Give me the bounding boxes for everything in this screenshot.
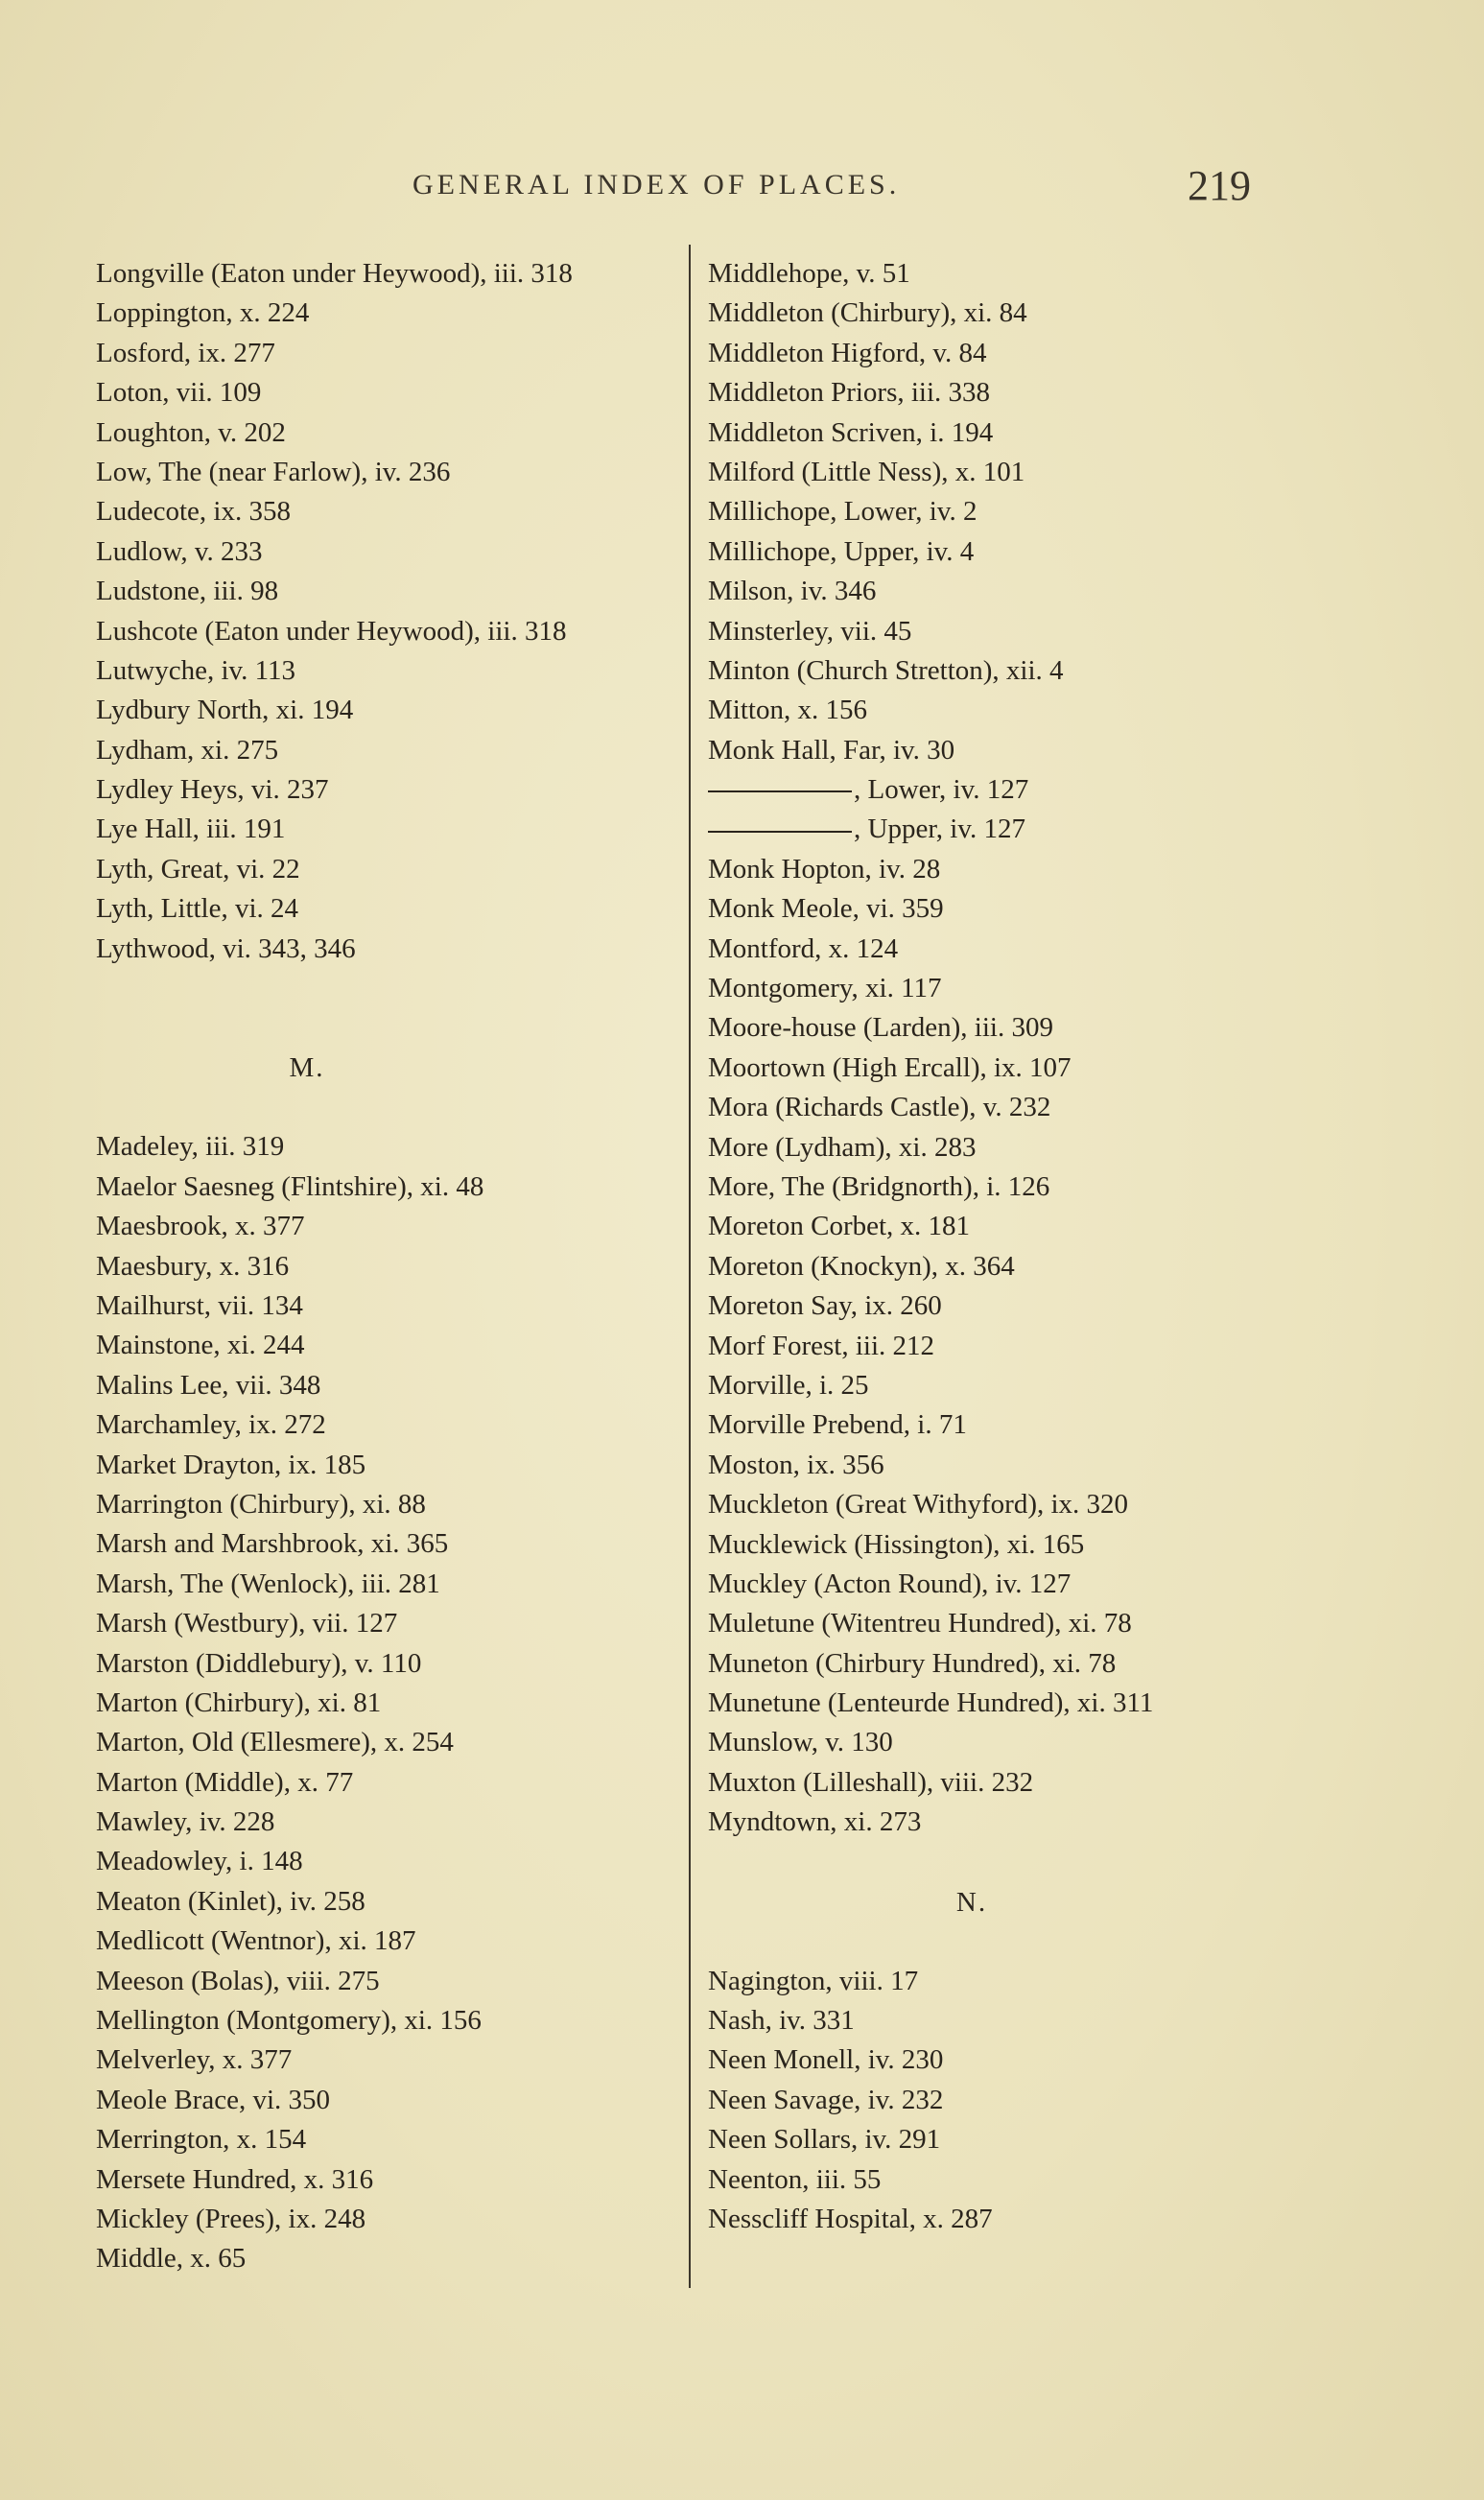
index-entry: Mawley, iv. 228 [96,1806,275,1838]
ditto-dash [708,831,852,833]
index-entry: Mellington (Montgomery), xi. 156 [96,2005,482,2037]
index-entry: Lydham, xi. 275 [96,734,279,766]
entries-l-list [96,254,681,969]
page-number: 219 [1188,162,1251,209]
index-entry: Moreton Say, ix. 260 [708,1290,942,1322]
index-entry: Lushcote (Eaton under Heywood), iii. 318 [96,615,567,647]
index-entry: Marston (Diddlebury), v. 110 [96,1647,422,1679]
index-entry: Marsh, The (Wenlock), iii. 281 [96,1568,440,1599]
index-entry: Muneton (Chirbury Hundred), xi. 78 [708,1647,1117,1679]
index-entry: Moston, ix. 356 [708,1449,884,1480]
entries-m-list-right [708,254,1303,770]
left-column [96,254,681,2279]
index-entry: Milford (Little Ness), x. 101 [708,456,1025,487]
index-entry: Montford, x. 124 [708,932,899,964]
ditto-text: , Lower, iv. 127 [854,774,1029,806]
ditto-entry [708,770,1303,810]
index-entry: Morville, i. 25 [708,1369,869,1401]
index-entry: Marchamley, ix. 272 [96,1409,326,1441]
index-entry: Nesscliff Hospital, x. 287 [708,2203,993,2234]
index-entry: Mailhurst, vii. 134 [96,1289,303,1321]
index-entry: Marrington (Chirbury), xi. 88 [96,1488,426,1520]
index-entry: Monk Meole, vi. 359 [708,893,944,925]
index-entry: Minton (Church Stretton), xii. 4 [708,654,1064,686]
index-entry: Madeley, iii. 319 [96,1131,285,1163]
index-entry: Lye Hall, iii. 191 [96,814,286,845]
index-entry: Maelor Saesneg (Flintshire), xi. 48 [96,1170,484,1202]
index-entry: More, The (Bridgnorth), i. 126 [708,1170,1050,1202]
index-entry: Millichope, Lower, iv. 2 [708,496,978,528]
index-entry: Monk Hopton, iv. 28 [708,853,941,884]
index-entry: Mucklewick (Hissington), xi. 165 [708,1528,1085,1560]
index-entry: Loppington, x. 224 [96,297,310,329]
running-title: GENERAL INDEX OF PLACES. [412,169,901,200]
entries-m-list [96,1127,681,2278]
index-entry: Morville Prebend, i. 71 [708,1409,967,1441]
index-entry: Ludstone, iii. 98 [96,576,279,607]
index-entry: Middleton Priors, iii. 338 [708,377,991,409]
index-entry: Mersete Hundred, x. 316 [96,2163,374,2195]
index-entry: Ludecote, ix. 358 [96,496,291,528]
index-entry: Meeson (Bolas), viii. 275 [96,1965,380,1996]
column-divider [689,245,691,2288]
ditto-dash [708,790,852,792]
index-entry: Nash, iv. 331 [708,2005,855,2037]
index-entry: Middlehope, v. 51 [708,258,910,289]
index-entry: Marton (Chirbury), xi. 81 [96,1686,382,1718]
ditto-entry [708,810,1303,849]
index-entry: Neen Savage, iv. 232 [708,2084,944,2115]
index-entry: Milson, iv. 346 [708,576,877,607]
index-entry: Middleton Scriven, i. 194 [708,416,994,448]
index-entry: Meole Brace, vi. 350 [96,2084,331,2115]
index-entry: Marton, Old (Ellesmere), x. 254 [96,1727,454,1758]
index-entry: Lyth, Great, vi. 22 [96,853,300,884]
index-entry: Middleton (Chirbury), xi. 84 [708,297,1027,329]
index-entry: Neen Monell, iv. 230 [708,2044,944,2076]
index-entry: Lydbury North, xi. 194 [96,695,354,726]
index-entry: Morf Forest, iii. 212 [708,1330,935,1361]
index-entry: Munetune (Lenteurde Hundred), xi. 311 [708,1687,1154,1719]
index-entry: Marton (Middle), x. 77 [96,1766,354,1798]
index-entry: Lutwyche, iv. 113 [96,654,296,686]
index-entry: Ludlow, v. 233 [96,535,263,567]
index-entry: Mainstone, xi. 244 [96,1330,305,1361]
index-entry: Meadowley, i. 148 [96,1846,303,1877]
index-entry: Neenton, iii. 55 [708,2163,882,2195]
index-entry: Loton, vii. 109 [96,377,262,409]
index-entry: Lydley Heys, vi. 237 [96,774,329,806]
index-entry: Meaton (Kinlet), iv. 258 [96,1885,365,1917]
index-entry: Myndtown, xi. 273 [708,1806,922,1838]
index-entry: Muxton (Lilleshall), viii. 232 [708,1766,1034,1798]
index-entry: Lythwood, vi. 343, 346 [96,932,356,964]
index-entry: Medlicott (Wentnor), xi. 187 [96,1925,416,1957]
index-entry: Munslow, v. 130 [708,1727,893,1758]
ditto-text: , Upper, iv. 127 [854,814,1025,845]
index-entry: Minsterley, vii. 45 [708,615,912,647]
index-entry: Muckley (Acton Round), iv. 127 [708,1568,1072,1599]
index-entry: Losford, ix. 277 [96,337,275,368]
index-entry: Moortown (High Ercall), ix. 107 [708,1051,1072,1083]
index-entry: Mickley (Prees), ix. 248 [96,2203,366,2234]
index-entry: Muckleton (Great Withyford), ix. 320 [708,1489,1129,1521]
index-entry: Loughton, v. 202 [96,416,286,448]
index-entry: Millichope, Upper, iv. 4 [708,535,975,567]
index-entry: Malins Lee, vii. 348 [96,1369,321,1401]
index-entry: More (Lydham), xi. 283 [708,1131,977,1163]
index-entry: Moore-house (Larden), iii. 309 [708,1012,1053,1044]
index-entry: Nagington, viii. 17 [708,1965,919,1996]
index-entry: Mitton, x. 156 [708,695,867,726]
entries-m2-list-right [708,850,1303,1843]
index-entry: Maesbury, x. 316 [96,1250,290,1282]
index-entry: Middleton Higford, v. 84 [708,337,987,368]
index-entry: Moreton Corbet, x. 181 [708,1211,971,1242]
index-entry: Monk Hall, Far, iv. 30 [708,734,955,766]
index-entry: Lyth, Little, vi. 24 [96,893,299,925]
index-entry: Maesbrook, x. 377 [96,1211,305,1242]
index-entry: Merrington, x. 154 [96,2124,307,2156]
index-entry: Muletune (Witentreu Hundred), xi. 78 [708,1608,1132,1639]
entries-n-list [708,1962,1303,2240]
section-letter-n: N. [955,1886,988,1918]
index-entry: Marsh (Westbury), vii. 127 [96,1608,398,1639]
section-letter-m: M. [289,1052,325,1084]
index-entry: Low, The (near Farlow), iv. 236 [96,456,451,487]
index-entry: Montgomery, xi. 117 [708,973,942,1004]
index-entry: Moreton (Knockyn), x. 364 [708,1250,1015,1282]
index-entry: Middle, x. 65 [96,2243,247,2275]
index-entry: Mora (Richards Castle), v. 232 [708,1092,1051,1123]
page-header [0,161,1484,209]
index-entry: Marsh and Marshbrook, xi. 365 [96,1528,449,1560]
index-entry: Neen Sollars, iv. 291 [708,2124,941,2156]
index-entry: Market Drayton, ix. 185 [96,1449,366,1480]
index-entry: Longville (Eaton under Heywood), iii. 318 [96,258,573,289]
right-column [708,254,1303,2239]
index-entry: Melverley, x. 377 [96,2044,293,2076]
